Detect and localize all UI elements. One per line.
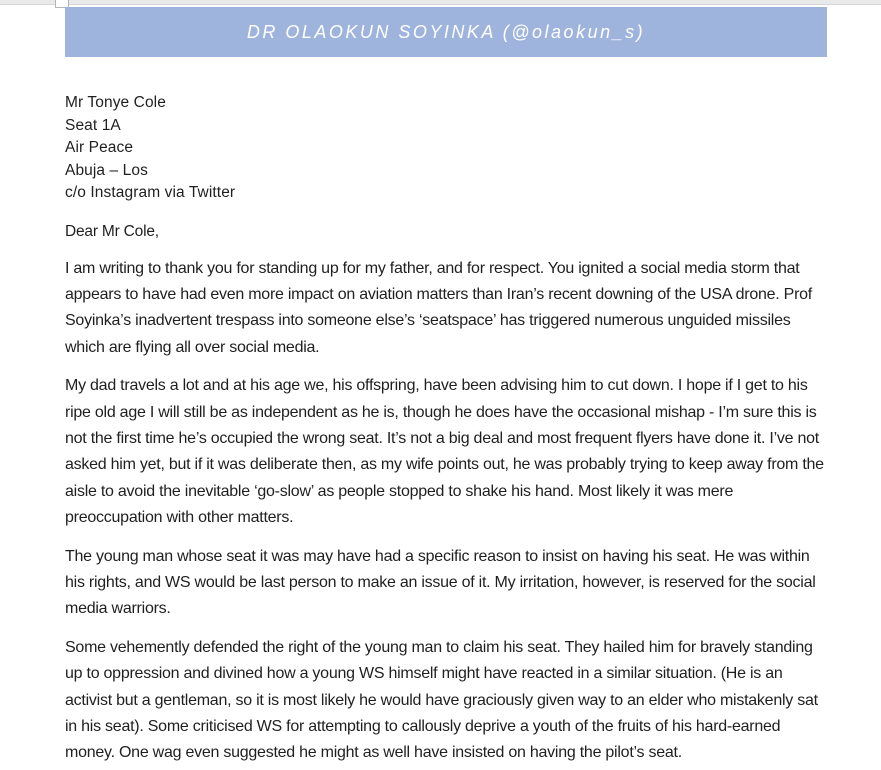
recipient-line-seat: Seat 1A	[65, 116, 121, 134]
top-chrome-strip	[0, 0, 881, 5]
salutation: Dear Mr Cole,	[65, 222, 159, 240]
letter-body	[65, 92, 827, 767]
header-banner	[65, 7, 827, 57]
recipient-line-route: Abuja – Los	[65, 161, 148, 179]
letterhead-title: DR OLAOKUN SOYINKA (@olaokun_s)	[246, 21, 646, 42]
letter-paragraph-3: The young man whose seat it was may have had a specific reason to insist on having his seat. He was within his rights, and WS would be last person to make an issue of it. My irritation, however, is reserved for the social media warriors.	[65, 547, 816, 618]
letter-paragraph-4: Some vehemently defended the right of the young man to claim his seat. They hailed him for bravely standing up to oppression and divined how a young WS himself might have reacted in a similar situation. (He is an activist but a gentleman, so it is most likely he would have graciously given way to an elder who mistakenly sat in his seat). Some criticised WS for attempting to callously deprive a youth of the fruits of his hard-earned money. One wag even suggested he might as well have insisted on having the pilot’s seat.	[65, 638, 818, 762]
recipient-line-name: Mr Tonye Cole	[65, 94, 166, 111]
recipient-line-via: c/o Instagram via Twitter	[65, 184, 236, 202]
letter-paragraph-1: I am writing to thank you for standing up for my father, and for respect. You ignited a social media storm that appears to have had even more impact on aviation matters than Iran’s recent downing of the USA drone. Prof Soyinka’s inadvertent trespass into someone else’s ‘seatspace’ has triggered numerous unguided missiles which are flying all over social media.	[65, 259, 812, 356]
recipient-address-block	[65, 92, 827, 205]
recipient-line-airline: Air Peace	[65, 139, 134, 157]
letter-paragraph-2: My dad travels a lot and at his age we, his offspring, have been advising him to cut down. I hope if I get to his ripe old age I will still be as independent as he is, though he does have the occasional mishap - I’m sure this is not the first time he’s occupied the wrong seat. It’s not a big deal and most frequent flyers have done it. I’ve not asked him yet, but if it was deliberate then, as my wife points out, he was probably trying to keep away from the aisle to avoid the inevitable ‘go-slow’ as people stopped to shake his hand. Most likely it was mere preoccupation with other matters.	[65, 377, 824, 527]
